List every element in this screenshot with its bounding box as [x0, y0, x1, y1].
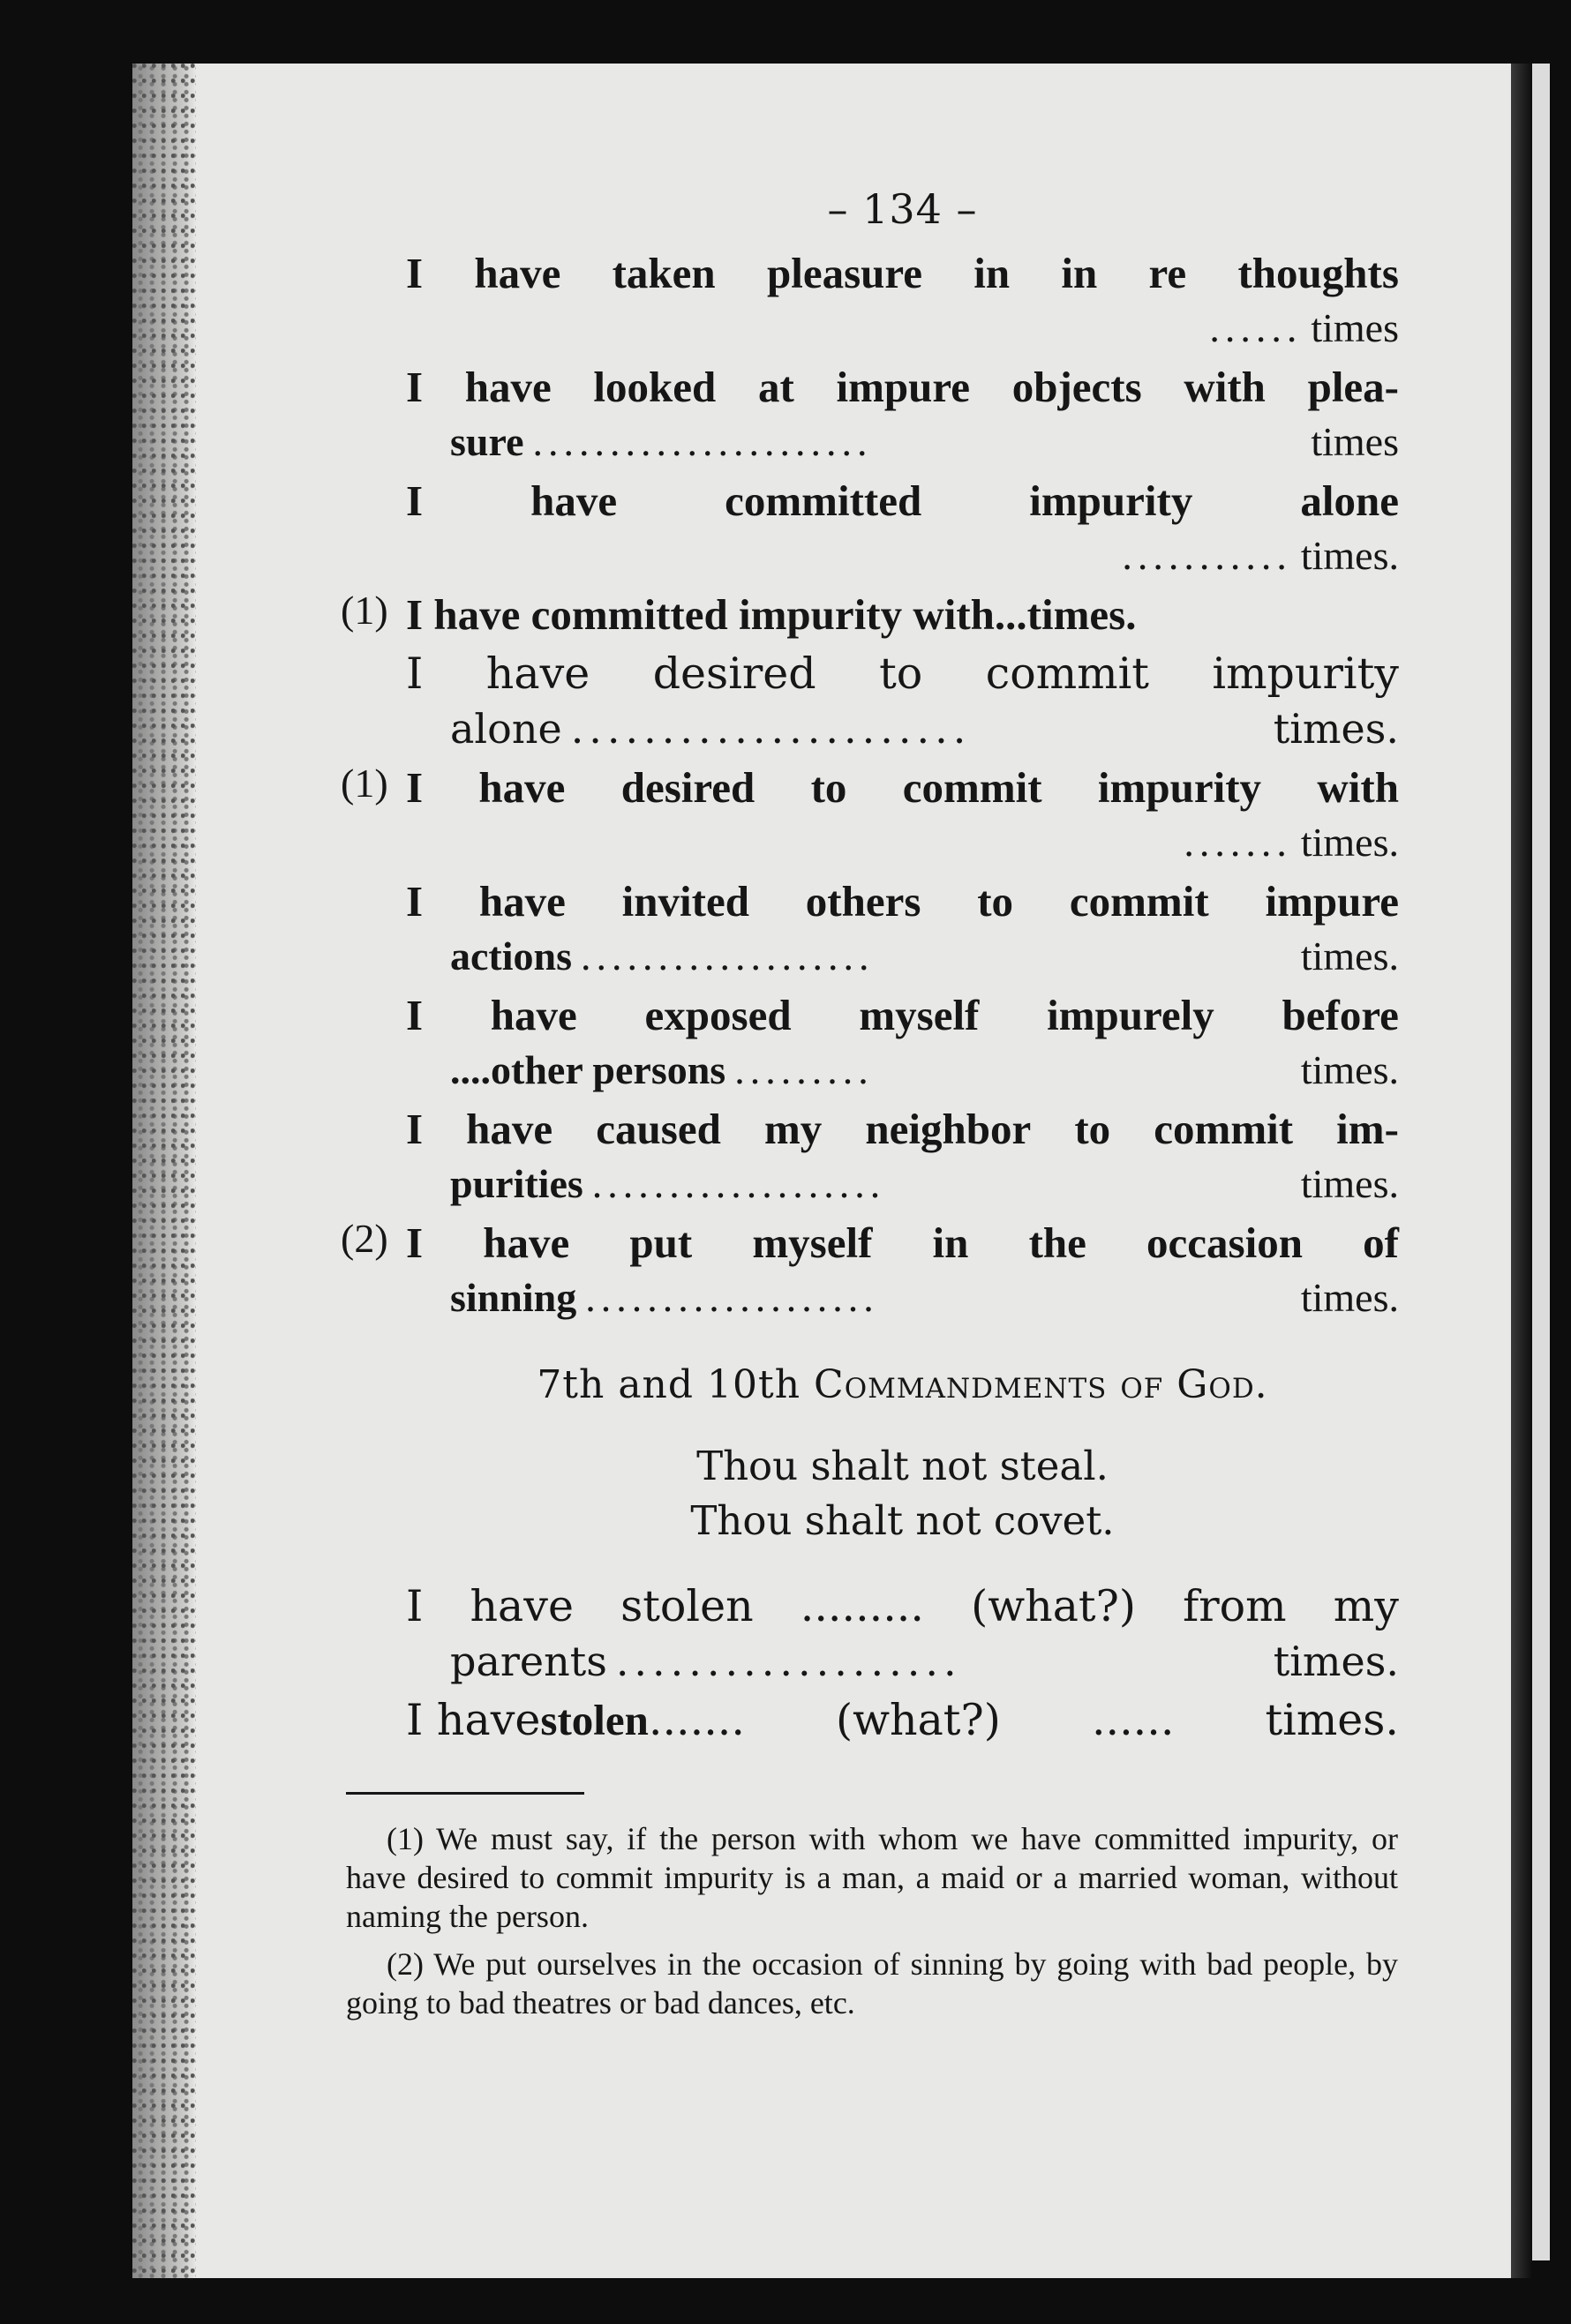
- times-label: times.: [1300, 820, 1399, 865]
- entry-first-line: [406, 760, 1399, 815]
- blank-prompt: (what?): [835, 1695, 1001, 1745]
- entry-word: I: [406, 763, 424, 812]
- entry-word: to: [977, 877, 1014, 926]
- page-edge-shadow: [1511, 64, 1532, 2278]
- examination-list: [341, 245, 1399, 1325]
- examination-entry: [406, 1692, 1399, 1748]
- leader-dots: ......: [1209, 305, 1303, 350]
- section-heading-title: Commandments of God.: [814, 1362, 1268, 1407]
- entry-first-line: [406, 1578, 1399, 1634]
- leader-dots: .........: [734, 1047, 874, 1092]
- leader-dots: ...................: [615, 1638, 962, 1685]
- examination-entry: [406, 245, 1399, 356]
- entry-word: commit: [1154, 1105, 1294, 1153]
- entry-continuation: purities: [450, 1161, 583, 1206]
- times-label: times.: [1265, 1695, 1399, 1745]
- entry-first-line: [406, 1101, 1399, 1157]
- entry-word: impure: [1265, 877, 1399, 926]
- entry-first-line: [406, 587, 1399, 642]
- entry-word: impurity: [1029, 476, 1193, 525]
- entry-word: have: [490, 991, 577, 1039]
- entry-second-line: [406, 701, 1399, 756]
- entry-word: I: [406, 648, 424, 699]
- entry-first-line: [406, 1215, 1399, 1271]
- entry-word: of: [1363, 1218, 1399, 1267]
- entry-word: I: [406, 476, 424, 525]
- entry-word: in: [932, 1218, 969, 1267]
- entry-word: I: [406, 363, 424, 411]
- entry-word: taken: [612, 249, 716, 297]
- entry-word: myself: [752, 1218, 873, 1267]
- examination-entry: [406, 646, 1399, 756]
- entry-word: committed: [725, 476, 922, 525]
- entry-continuation: alone: [450, 705, 562, 753]
- entry-word: have: [530, 476, 618, 525]
- section-heading: [406, 1362, 1399, 1407]
- entry-word: have: [485, 648, 590, 699]
- entry-first-line: [406, 473, 1399, 529]
- entry-second-line: [406, 815, 1399, 870]
- entry-second-line: [406, 929, 1399, 984]
- entry-word: caused: [596, 1105, 721, 1153]
- entry-word: I: [406, 249, 424, 297]
- entry-word: I: [406, 1581, 424, 1631]
- leader-dots: ...........: [1122, 533, 1292, 578]
- entry-word: stolen: [620, 1581, 754, 1631]
- entry-word: invited: [621, 877, 749, 926]
- times-label: times.: [1273, 705, 1399, 753]
- entry-first-line: [406, 987, 1399, 1043]
- examination-entry: [341, 760, 1399, 870]
- times-label: times.: [1300, 933, 1399, 978]
- entry-first-line: [406, 1692, 1399, 1748]
- entry-word: neighbor: [865, 1105, 1032, 1153]
- entry-word: my: [763, 1105, 823, 1153]
- times-label: times.: [1300, 1047, 1399, 1092]
- entry-word: in: [973, 249, 1011, 297]
- times-label: times.: [1300, 533, 1399, 578]
- leader-dots: ......................: [532, 419, 873, 464]
- page-number: – 134 –: [827, 185, 978, 233]
- entry-word: have: [464, 363, 552, 411]
- times-label: times.: [1300, 1161, 1399, 1206]
- entry-word: impurely: [1047, 991, 1214, 1039]
- entry-second-line: [406, 1157, 1399, 1211]
- entry-second-line: [406, 301, 1399, 356]
- leader-dots: ...................: [591, 1161, 886, 1206]
- entry-second-line: [406, 415, 1399, 469]
- entry-word: to: [1074, 1105, 1111, 1153]
- footnote: (1) We must say, if the person with whom we have committed impurity, or have desired to commit impurity is a man, a maid or a married woman, without naming the person.: [346, 1821, 1398, 1934]
- entry-word: impurity: [1212, 648, 1399, 699]
- entry-word: myself: [859, 991, 980, 1039]
- entry-word: have: [470, 1581, 574, 1631]
- page-content: [341, 185, 1399, 2031]
- entry-word: commit: [985, 648, 1149, 699]
- entry-continuation: parents: [450, 1638, 607, 1685]
- entry-word: .........: [800, 1581, 924, 1631]
- footnote-marker: (2): [341, 1216, 388, 1261]
- times-label: times.: [1273, 1638, 1399, 1685]
- examination-entry: [406, 473, 1399, 583]
- binding-gutter: [132, 64, 196, 2278]
- entry-first-line: [406, 245, 1399, 301]
- entry-text-bold: stolen: [540, 1696, 649, 1744]
- times-label: times: [1311, 305, 1399, 350]
- entry-word: impure: [836, 363, 971, 411]
- examination-entry: [406, 873, 1399, 984]
- examination-entry: [406, 987, 1399, 1098]
- footnote-marker: (1): [341, 588, 388, 633]
- entry-word: before: [1282, 991, 1399, 1039]
- entry-word: objects: [1011, 363, 1142, 411]
- entry-first-line: [406, 646, 1399, 701]
- footnote-marker: (1): [341, 761, 388, 806]
- entry-word: desired: [652, 648, 816, 699]
- entry-word: desired: [620, 763, 755, 812]
- entry-word: commit: [1069, 877, 1209, 926]
- next-page-edge: [1532, 64, 1550, 2260]
- examination-entry: [341, 587, 1399, 642]
- entry-word: have: [474, 249, 561, 297]
- leader-dots: ...................: [581, 933, 875, 978]
- entry-word: pleasure: [766, 249, 922, 297]
- entry-word: with: [1317, 763, 1399, 812]
- commandment-line: Thou shalt not covet.: [690, 1497, 1115, 1544]
- leader-dots: ...................: [585, 1275, 879, 1320]
- entry-word: I: [406, 1105, 424, 1153]
- leader-dots: ......: [1091, 1695, 1175, 1745]
- entry-first-line: [406, 359, 1399, 415]
- examination-entry: [406, 1578, 1399, 1689]
- entry-word: with: [1184, 363, 1266, 411]
- entry-word: have: [478, 763, 566, 812]
- entry-word: have: [478, 877, 566, 926]
- entry-continuation: sinning: [450, 1275, 577, 1320]
- examination-entry: [406, 359, 1399, 469]
- entry-word: in: [1061, 249, 1098, 297]
- entry-word: put: [629, 1218, 693, 1267]
- entry-word: my: [1333, 1581, 1399, 1631]
- entry-word: commit: [902, 763, 1042, 812]
- entry-word: (what?): [971, 1581, 1136, 1631]
- footnote: (2) We put ourselves in the occasion of sinning by going with bad people, by going to bad theatres or bad dances, etc.: [346, 1946, 1398, 2020]
- entry-second-line: [406, 529, 1399, 583]
- entry-word: alone: [1300, 476, 1399, 525]
- times-label: times.: [1300, 1275, 1399, 1320]
- entry-word: exposed: [644, 991, 792, 1039]
- entry-word: the: [1028, 1218, 1086, 1267]
- footnotes: [346, 1819, 1398, 2022]
- commandment-line: Thou shalt not steal.: [696, 1443, 1109, 1489]
- entry-continuation: sure: [450, 419, 524, 464]
- entry-word: from: [1183, 1581, 1287, 1631]
- entry-word: others: [805, 877, 921, 926]
- entry-second-line: [406, 1043, 1399, 1098]
- entry-word: I: [406, 877, 424, 926]
- entry-first-line: [406, 873, 1399, 929]
- entry-word: im-: [1336, 1105, 1399, 1153]
- entry-word: plea-: [1307, 363, 1399, 411]
- entry-word: have: [483, 1218, 570, 1267]
- entry-continuation: actions: [450, 933, 572, 978]
- section-heading-prefix: 7th and 10th: [537, 1362, 815, 1407]
- entry-text: [406, 1692, 745, 1748]
- entry-second-line: [406, 1271, 1399, 1325]
- entry-text-part: I have: [406, 1695, 541, 1745]
- entry-word: at: [757, 363, 794, 411]
- examination-entry: [406, 1101, 1399, 1211]
- entry-word: to: [810, 763, 847, 812]
- entry-word: I: [406, 991, 424, 1039]
- entry-word: to: [879, 648, 923, 699]
- times-label: times: [1311, 419, 1399, 464]
- footnote-rule: [346, 1792, 584, 1795]
- entry-word: re: [1148, 249, 1187, 297]
- entry-word: thoughts: [1237, 249, 1399, 297]
- entry-word: occasion: [1146, 1218, 1303, 1267]
- entry-word: looked: [593, 363, 717, 411]
- entry-word: have: [466, 1105, 553, 1153]
- leader-dots: .......: [648, 1695, 745, 1745]
- entry-word: I have committed impurity with...times.: [406, 590, 1137, 639]
- leader-dots: ......................: [570, 705, 972, 753]
- entry-word: impurity: [1097, 763, 1262, 812]
- entry-continuation: ....other persons: [450, 1047, 726, 1092]
- leader-dots: .......: [1184, 820, 1292, 865]
- examination-entry: [341, 1215, 1399, 1325]
- entry-second-line: [406, 1634, 1399, 1689]
- entry-word: I: [406, 1218, 424, 1267]
